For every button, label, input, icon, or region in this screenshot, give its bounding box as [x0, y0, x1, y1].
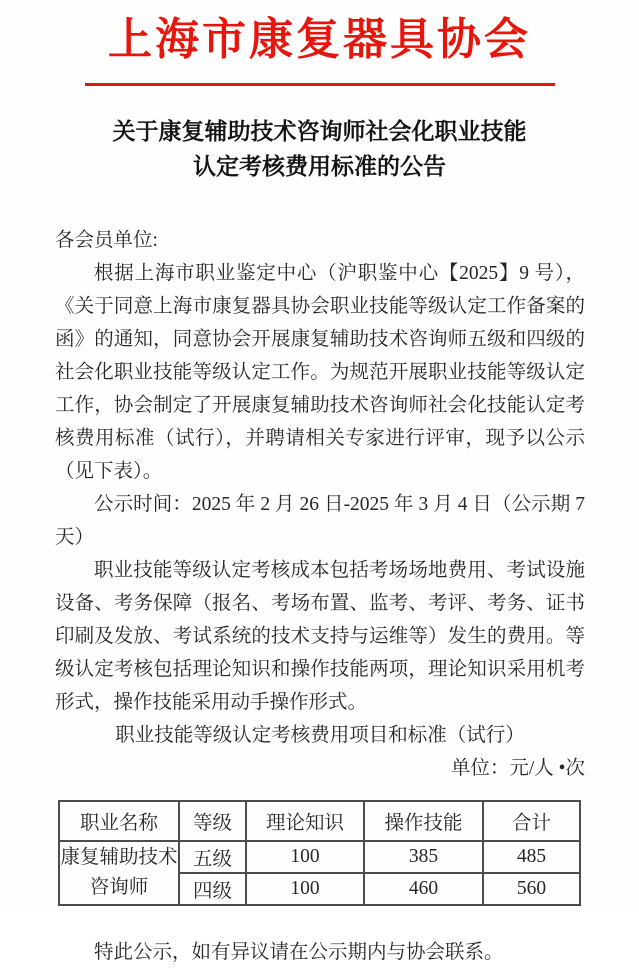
- cell-level: 五级: [179, 841, 246, 873]
- header-total: 合计: [483, 801, 580, 841]
- body-paragraph-3: 职业技能等级认定考核成本包括考场场地费用、考试设施设备、考务保障（报名、考场布置、监考、考评、考务、证书印刷及发放、考试系统的技术支持与运维等）发生的费用。等级认定考核包括理论知识和操作技能两项，理论知识采用机考形式，操作技能采用动手操作形式。: [55, 560, 585, 713]
- header-practice: 操作技能: [364, 801, 483, 841]
- document-body: [55, 224, 585, 785]
- cell-total: 560: [483, 873, 580, 905]
- fee-table: [58, 800, 581, 906]
- closing-statement: 特此公示，如有异议请在公示期内与协会联系。: [94, 942, 504, 963]
- cell-practice: 460: [364, 873, 483, 905]
- body-paragraph-publicity-period: 公示时间：2025 年 2 月 26 日-2025 年 3 月 4 日（公示期 7 天）: [55, 494, 585, 548]
- document-title-line2: 认定考核费用标准的公告: [193, 153, 446, 179]
- letterhead-org-name: 上海市康复器具协会: [108, 15, 531, 64]
- cell-theory: 100: [246, 873, 364, 905]
- cell-practice: 385: [364, 841, 483, 873]
- document-title-line1: 关于康复辅助技术咨询师社会化职业技能: [112, 118, 527, 144]
- cell-occupation: 康复辅助技术咨询师: [59, 841, 179, 905]
- fee-table-header-row: [59, 801, 580, 841]
- letterhead-divider: [85, 83, 555, 86]
- fee-table-caption: 职业技能等级认定考核费用项目和标准（试行）: [115, 725, 525, 746]
- header-occupation: 职业名称: [59, 801, 179, 841]
- header-level: 等级: [179, 801, 246, 841]
- fee-table-unit-note: 单位：元/人 •次: [450, 758, 585, 779]
- header-theory: 理论知识: [246, 801, 364, 841]
- cell-total: 485: [483, 841, 580, 873]
- salutation: 各会员单位:: [55, 230, 158, 251]
- document-title: [0, 114, 639, 184]
- fee-row-level5: [59, 841, 580, 873]
- body-paragraph-1: 根据上海市职业鉴定中心（沪职鉴中心【2025】9 号），《关于同意上海市康复器具协会职业技能等级认定工作备案的函》的通知，同意协会开展康复辅助技术咨询师五级和四级的社会化职业技能等级认定工作。为规范开展职业技能等级认定工作，协会制定了开展康复辅助技术咨询师社会化技能认定考核费用标准（试行），并聘请相关专家进行评审，现予以公示（见下表）。: [55, 263, 585, 482]
- cell-level: 四级: [179, 873, 246, 905]
- cell-theory: 100: [246, 841, 364, 873]
